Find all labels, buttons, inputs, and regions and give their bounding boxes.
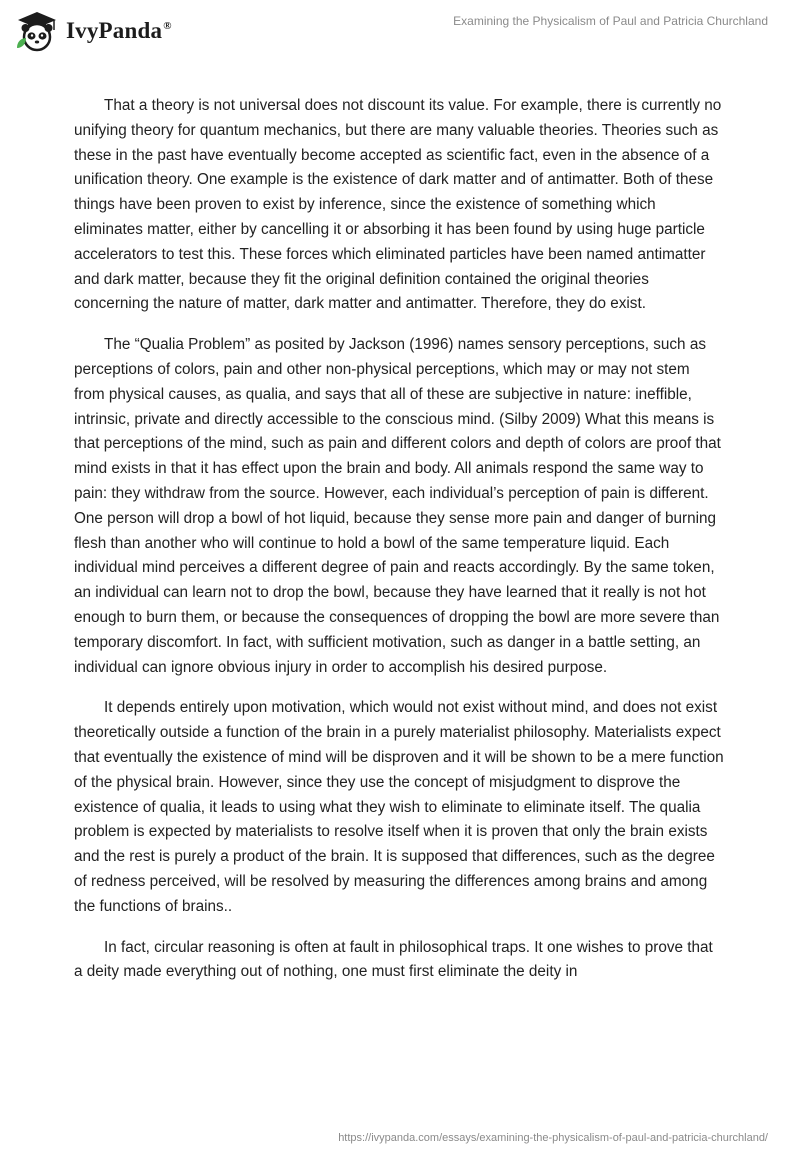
essay-body [74, 94, 724, 1001]
paragraph: The “Qualia Problem” as posited by Jackson (1996) names sensory perceptions, such as perceptions of colors, pain and other non-physical perceptions, which may or may not stem from physical causes, as qualia, and says that all of these are subjective in nature: ineffible, intrinsic, private and directly accessible to the conscious mind. (Silby 2009) What this means is that perceptions of the mind, such as pain and different colors and depth of colors are proof that mind exists in that it has effect upon the brain and body. All animals respond the same way to pain: they withdraw from the source. However, each individual’s perception of pain is different. One person will drop a bowl of hot liquid, because they sense more pain and danger of burning flesh than another who will continue to hold a bowl of the same temperature liquid. Each individual mind perceives a different degree of pain and reacts accordingly. By the same token, an individual can learn not to drop the bowl, because they have learned that it really is not hot enough to burn them, or because the consequences of dropping the bowl are more severe than temporary discomfort. In fact, with sufficient motivation, such as danger in a battle setting, an individual can ignore obvious injury in order to accomplish his desired purpose. [74, 336, 721, 676]
paragraph: That a theory is not universal does not discount its value. For example, there is currently no unifying theory for quantum mechanics, but there are many valuable theories. Theories such as these in the past have eventually become accepted as scientific fact, even in the absence of a unification theory. One example is the existence of dark matter and of antimatter. Both of these things have been proven to exist by inference, since the existence of something which eliminates matter, either by cancelling it or absorbing it has been found by using huge particle accelerators to test this. These forces which eliminated particles have been named antimatter and dark matter, because they fit the original definition contained the original theories concerning the nature of matter, dark matter and antimatter. Therefore, they do exist. [74, 97, 722, 313]
source-url[interactable]: https://ivypanda.com/essays/examining-the-physicalism-of-paul-and-patricia-churchland/ [338, 1132, 768, 1144]
page-header [0, 0, 800, 60]
registered-mark: ® [163, 20, 172, 33]
brand-name: IvyPanda® [66, 18, 172, 43]
paragraph: It depends entirely upon motivation, which would not exist without mind, and does not exist theoretically outside a function of the brain in a purely materialist philosophy. Materialists expect that eventually the existence of mind will be disproven and it will be shown to be a mere function of the physical brain. However, since they use the concept of misjudgment to disprove the existence of qualia, it leads to using what they wish to eliminate to eliminate itself. The qualia problem is expected by materialists to resolve itself when it is proven that only the brain exists and the rest is purely a product of the brain. It is supposed that differences, such as the degree of redness perceived, will be resolved by measuring the differences among brains and among the functions of brains.. [74, 699, 724, 915]
paragraph: In fact, circular reasoning is often at fault in philosophical traps. It one wishes to prove that a deity made everything out of nothing, one must first eliminate the deity in [74, 938, 713, 981]
document-title: Examining the Physicalism of Paul and Patricia Churchland [453, 14, 768, 28]
panda-graduate-icon [14, 8, 60, 54]
ivypanda-logo[interactable] [14, 8, 172, 54]
